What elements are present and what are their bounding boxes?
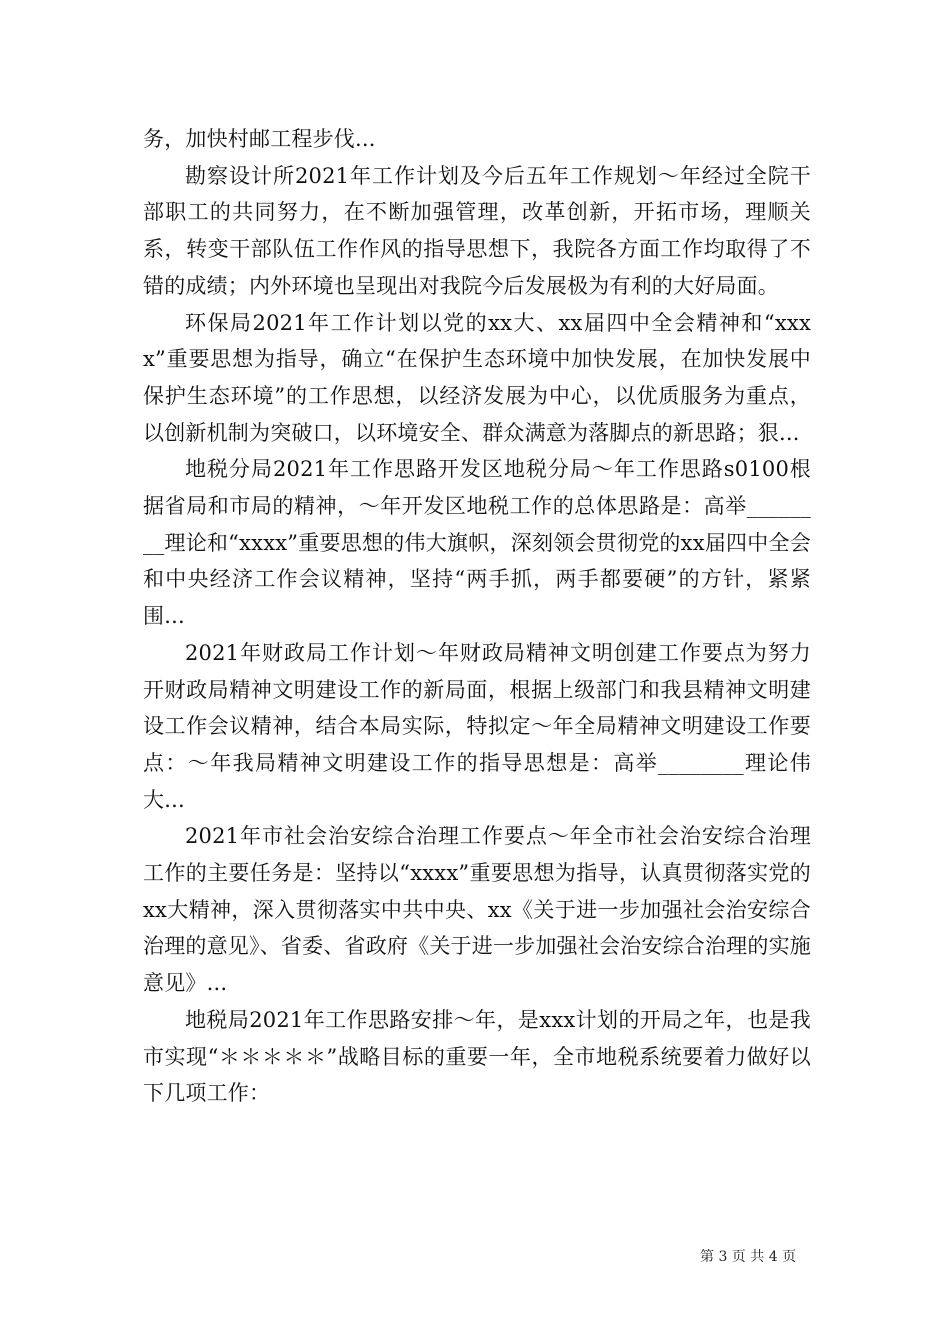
paragraph-public-security-plan: 2021年市社会治安综合治理工作要点～年全市社会治安综合治理工作的主要任务是：坚持以“xxxx”重要思想为指导，认真贯彻落实党的xx大精神，深入贯彻落实中共中央、xx《关于进一步加强社会治安综合治理的意见》、省委、省政府《关于进一步加强社会治安综合治理的实施意见》... — [143, 824, 811, 996]
paragraph-tax-branch-plan: 地税分局2021年工作思路开发区地税分局～年工作思路s0100根据省局和市局的精神，～年开发区地税工作的总体思路是：高举________理论和“xxxx”重要思想的伟大旗帜，深刻领会贯彻党的xx届四中全会和中央经济工作会议精神，坚持“两手抓，两手都要硬”的方针，紧紧围... — [143, 457, 811, 629]
page-number-footer: 第 3 页 共 4 页 — [700, 1249, 797, 1265]
paragraph-survey-design-plan: 勘察设计所2021年工作计划及今后五年工作规划～年经过全院干部职工的共同努力，在不断加强管理，改革创新，开拓市场，理顺关系，转变干部队伍工作作风的指导思想下，我院各方面工作均取得了不错的成绩；内外环境也呈现出对我院今后发展极为有利的大好局面。 — [143, 163, 811, 298]
paragraph-finance-bureau-plan: 2021年财政局工作计划～年财政局精神文明创建工作要点为努力开财政局精神文明建设工作的新局面，根据上级部门和我县精神文明建设工作会议精神，结合本局实际，特拟定～年全局精神文明建设工作要点：～年我局精神文明建设工作的指导思想是：高举________理论伟大... — [143, 640, 811, 812]
paragraph-continuation: 务，加快村邮工程步伐... — [143, 127, 376, 151]
document-body — [143, 121, 811, 1112]
paragraph-environment-bureau-plan: 环保局2021年工作计划以党的xx大、xx届四中全会精神和“xxxx”重要思想为指导，确立“在保护生态环境中加快发展，在加快发展中保护生态环境”的工作思想，以经济发展为中心，以优质服务为重点，以创新机制为突破口，以环境安全、群众满意为落脚点的新思路；狠... — [143, 310, 811, 445]
paragraph-tax-bureau-plan: 地税局2021年工作思路安排～年，是xxx计划的开局之年，也是我市实现“＊＊＊＊＊”战略目标的重要一年，全市地税系统要着力做好以下几项工作： — [143, 1007, 811, 1106]
